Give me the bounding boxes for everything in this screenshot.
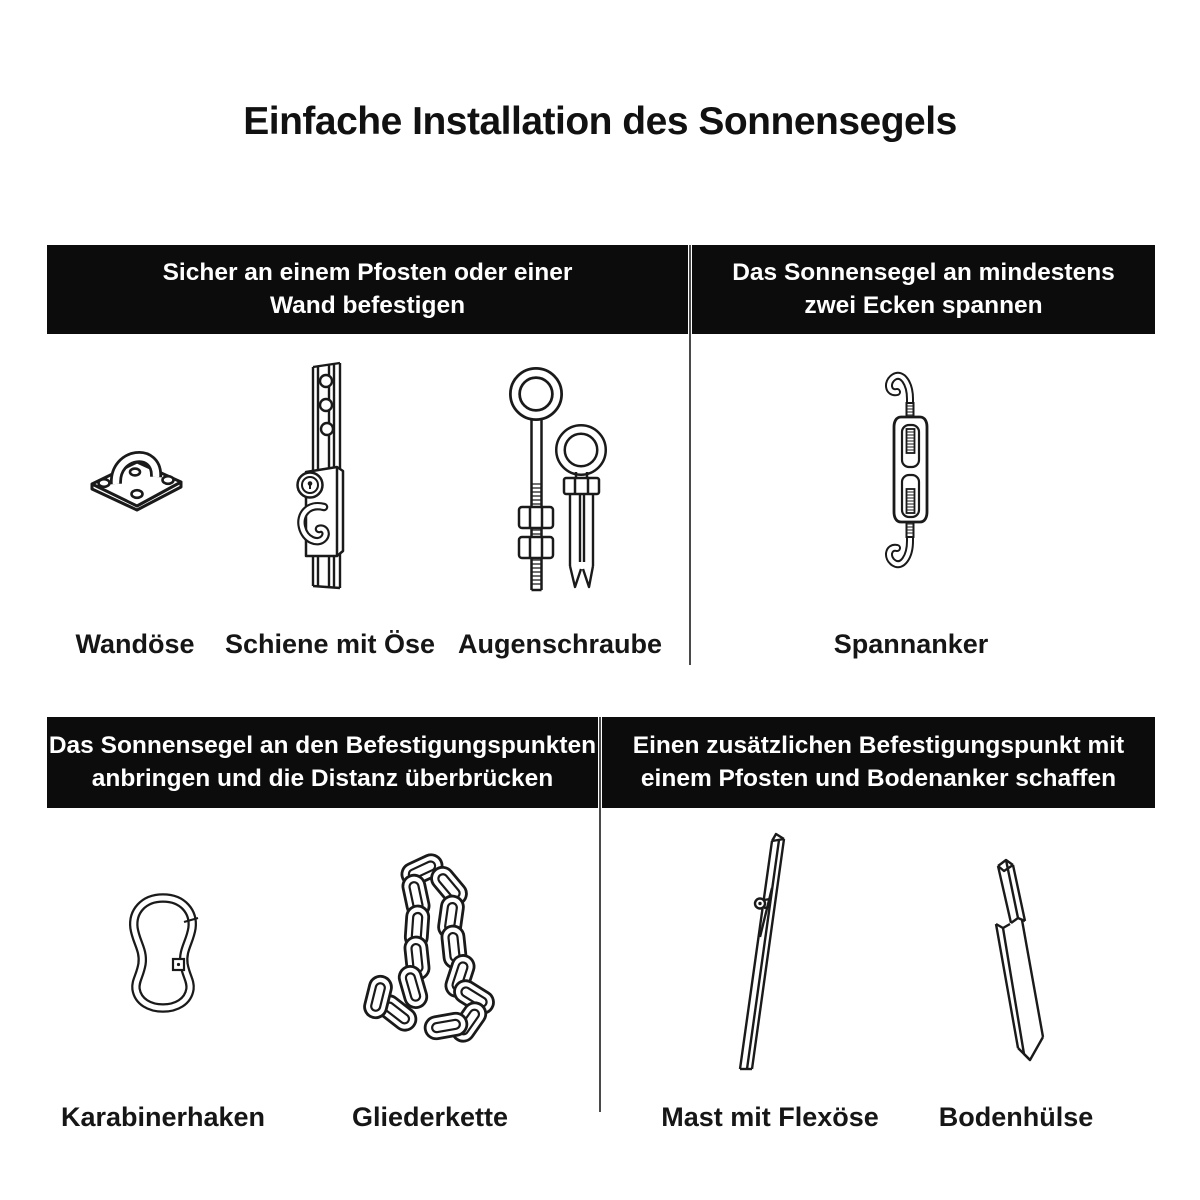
wall-eye-plate-illustration bbox=[75, 420, 275, 570]
turnbuckle-illustration bbox=[840, 355, 980, 605]
item-gliederkette bbox=[350, 830, 510, 1070]
link-chain-illustration bbox=[350, 830, 510, 1070]
section-header-tension-corners bbox=[692, 245, 1155, 334]
top-section-divider bbox=[689, 245, 691, 665]
rail-with-eye-illustration bbox=[280, 355, 390, 605]
label-augenschraube: Augenschraube bbox=[457, 629, 663, 659]
label-wandoese: Wandöse bbox=[75, 629, 195, 659]
section-header-tension-corners-text: Das Sonnensegel an mindestens zwei Ecken spannen bbox=[732, 259, 1115, 319]
label-mast-mit-flexoese: Mast mit Flexöse bbox=[661, 1102, 879, 1132]
section-header-wall-mount-text: Sicher an einem Pfosten oder einer Wand befestigen bbox=[162, 259, 573, 319]
label-bodenhuelse: Bodenhülse bbox=[938, 1102, 1094, 1132]
pole-with-flex-eye-illustration bbox=[710, 825, 840, 1075]
section-header-wall-mount bbox=[47, 245, 688, 334]
item-bodenhuelse bbox=[950, 840, 1090, 1080]
label-gliederkette: Gliederkette bbox=[351, 1102, 509, 1132]
item-schiene-mit-oese bbox=[280, 355, 390, 605]
section-header-extra-anchor-point-text: Einen zusätzlichen Befestigungspunkt mit einem Pfosten und Bodenanker schaffen bbox=[632, 732, 1125, 792]
carabiner-illustration bbox=[110, 880, 230, 1070]
ground-sleeve-illustration bbox=[950, 840, 1090, 1080]
item-wandoese bbox=[75, 420, 275, 570]
item-karabinerhaken bbox=[110, 880, 230, 1070]
page-title: Einfache Installation des Sonnensegels bbox=[243, 100, 957, 143]
label-spannanker: Spannanker bbox=[833, 629, 989, 659]
label-schiene-mit-oese: Schiene mit Öse bbox=[224, 629, 436, 659]
item-spannanker bbox=[840, 355, 980, 605]
section-header-bridge-distance-text: Das Sonnensegel an den Befestigungspunkten anbringen und die Distanz überbrücken bbox=[48, 732, 597, 792]
item-mast-mit-flexoese bbox=[710, 825, 840, 1075]
eye-bolt-illustration bbox=[480, 360, 640, 600]
label-karabinerhaken: Karabinerhaken bbox=[60, 1102, 266, 1132]
section-header-extra-anchor-point bbox=[602, 717, 1155, 808]
section-header-bridge-distance bbox=[47, 717, 598, 808]
item-augenschraube bbox=[480, 360, 640, 600]
bottom-section-divider bbox=[599, 717, 601, 1112]
